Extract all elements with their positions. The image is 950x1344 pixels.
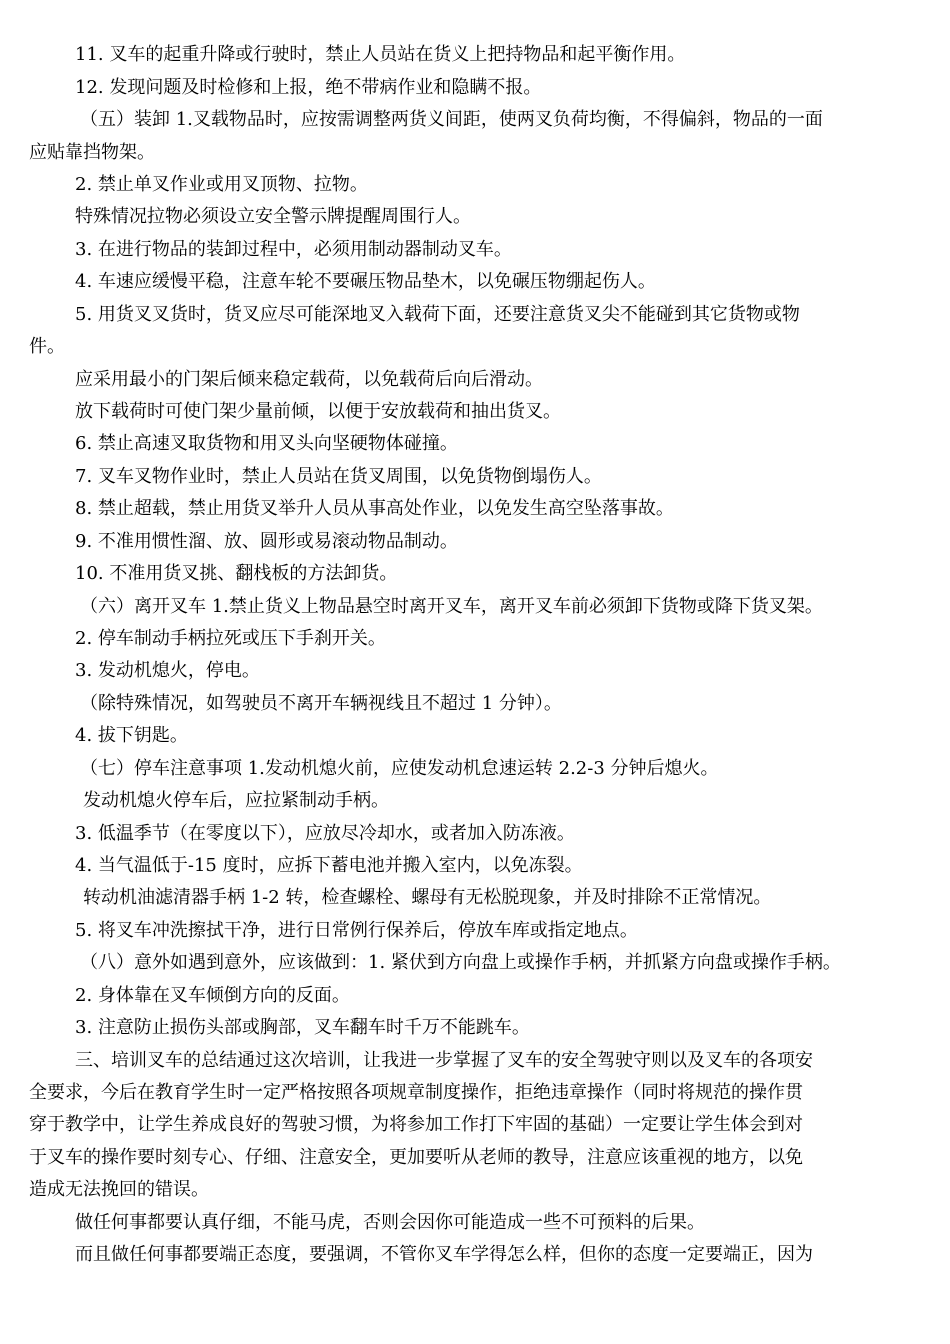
text-line: 4. 车速应缓慢平稳，注意车轮不要碾压物品垫木，以免碾压物绷起伤人。 (75, 271, 656, 292)
text-line: 5. 用货叉叉货时，货叉应尽可能深地叉入载荷下面，还要注意货叉尖不能碰到其它货物或物 (75, 304, 800, 325)
text-line: 放下载荷时可使门架少量前倾，以便于安放载荷和抽出货叉。 (75, 401, 561, 422)
text-line: 4. 拔下钥匙。 (75, 725, 188, 746)
text-line: （六）离开叉车 1.禁止货义上物品悬空时离开叉车，离开叉车前必须卸下货物或降下货叉架。 (80, 596, 823, 617)
text-line: 3. 低温季节（在零度以下），应放尽冷却水，或者加入防冻液。 (75, 823, 575, 844)
text-line: 2. 停车制动手柄拉死或压下手刹开关。 (75, 628, 386, 649)
text-line: （八）意外如遇到意外，应该做到：1. 紧伏到方向盘上或操作手柄，并抓紧方向盘或操作手柄。 (80, 952, 841, 973)
text-line: 4. 当气温低于-15 度时，应拆下蓄电池并搬入室内，以免冻裂。 (75, 855, 583, 876)
text-line: 应贴靠挡物架。 (29, 142, 155, 163)
text-line: 10. 不准用货叉挑、翻栈板的方法卸货。 (75, 563, 398, 584)
text-line: 6. 禁止高速叉取货物和用叉头向坚硬物体碰撞。 (75, 433, 458, 454)
text-line: 应采用最小的门架后倾来稳定载荷，以免载荷后向后滑动。 (75, 369, 543, 390)
text-line: 三、培训叉车的总结通过这次培训，让我进一步掌握了叉车的安全驾驶守则以及叉车的各项安 (75, 1050, 813, 1071)
text-line: 9. 不准用惯性溜、放、圆形或易滚动物品制动。 (75, 531, 458, 552)
text-line: （除特殊情况，如驾驶员不离开车辆视线且不超过 1 分钟）。 (80, 693, 562, 714)
text-line: 于叉车的操作要时刻专心、仔细、注意安全，更加要听从老师的教导，注意应该重视的地方，以免 (29, 1147, 803, 1168)
text-line: 12. 发现问题及时检修和上报，绝不带病作业和隐瞒不报。 (75, 77, 542, 98)
text-line: （七）停车注意事项 1.发动机熄火前，应使发动机怠速运转 2.2-3 分钟后熄火。 (80, 758, 719, 779)
text-line: 8. 禁止超载，禁止用货叉举升人员从事高处作业，以免发生高空坠落事故。 (75, 498, 674, 519)
text-line: 造成无法挽回的错误。 (29, 1179, 209, 1200)
text-line: 2. 身体靠在叉车倾倒方向的反面。 (75, 985, 350, 1006)
text-line: 做任何事都要认真仔细，不能马虎，否则会因你可能造成一些不可预料的后果。 (75, 1212, 705, 1233)
text-line: 2. 禁止单叉作业或用叉顶物、拉物。 (75, 174, 368, 195)
text-line: 3. 注意防止损伤头部或胸部，叉车翻车时千万不能跳车。 (75, 1017, 530, 1038)
text-line: 全要求，今后在教育学生时一定严格按照各项规章制度操作，拒绝违章操作（同时将规范的操作贯 (29, 1082, 803, 1103)
text-line: （五）装卸 1.叉载物品时，应按需调整两货义间距，使两叉负荷均衡，不得偏斜，物品的一面 (80, 109, 823, 130)
text-line: 3. 在进行物品的装卸过程中，必须用制动器制动叉车。 (75, 239, 512, 260)
text-line: 穿于教学中，让学生养成良好的驾驶习惯，为将参加工作打下牢固的基础）一定要让学生体会到对 (29, 1114, 803, 1135)
text-line: 特殊情况拉物必须设立安全警示牌提醒周围行人。 (75, 206, 471, 227)
text-line: 11. 叉车的起重升降或行驶时，禁止人员站在货义上把持物品和起平衡作用。 (75, 44, 686, 65)
text-line: 7. 叉车叉物作业时，禁止人员站在货叉周围，以免货物倒塌伤人。 (75, 466, 602, 487)
text-line: 转动机油滤清器手柄 1-2 转，检查螺栓、螺母有无松脱现象，并及时排除不正常情况。 (83, 887, 772, 908)
text-line: 而且做任何事都要端正态度，要强调，不管你叉车学得怎么样，但你的态度一定要端正，因为 (75, 1244, 813, 1265)
text-line: 5. 将叉车冲洗擦拭干净，进行日常例行保养后，停放车库或指定地点。 (75, 920, 638, 941)
text-line: 3. 发动机熄火，停电。 (75, 660, 260, 681)
text-line: 发动机熄火停车后，应拉紧制动手柄。 (83, 790, 389, 811)
text-line: 件。 (29, 336, 65, 357)
